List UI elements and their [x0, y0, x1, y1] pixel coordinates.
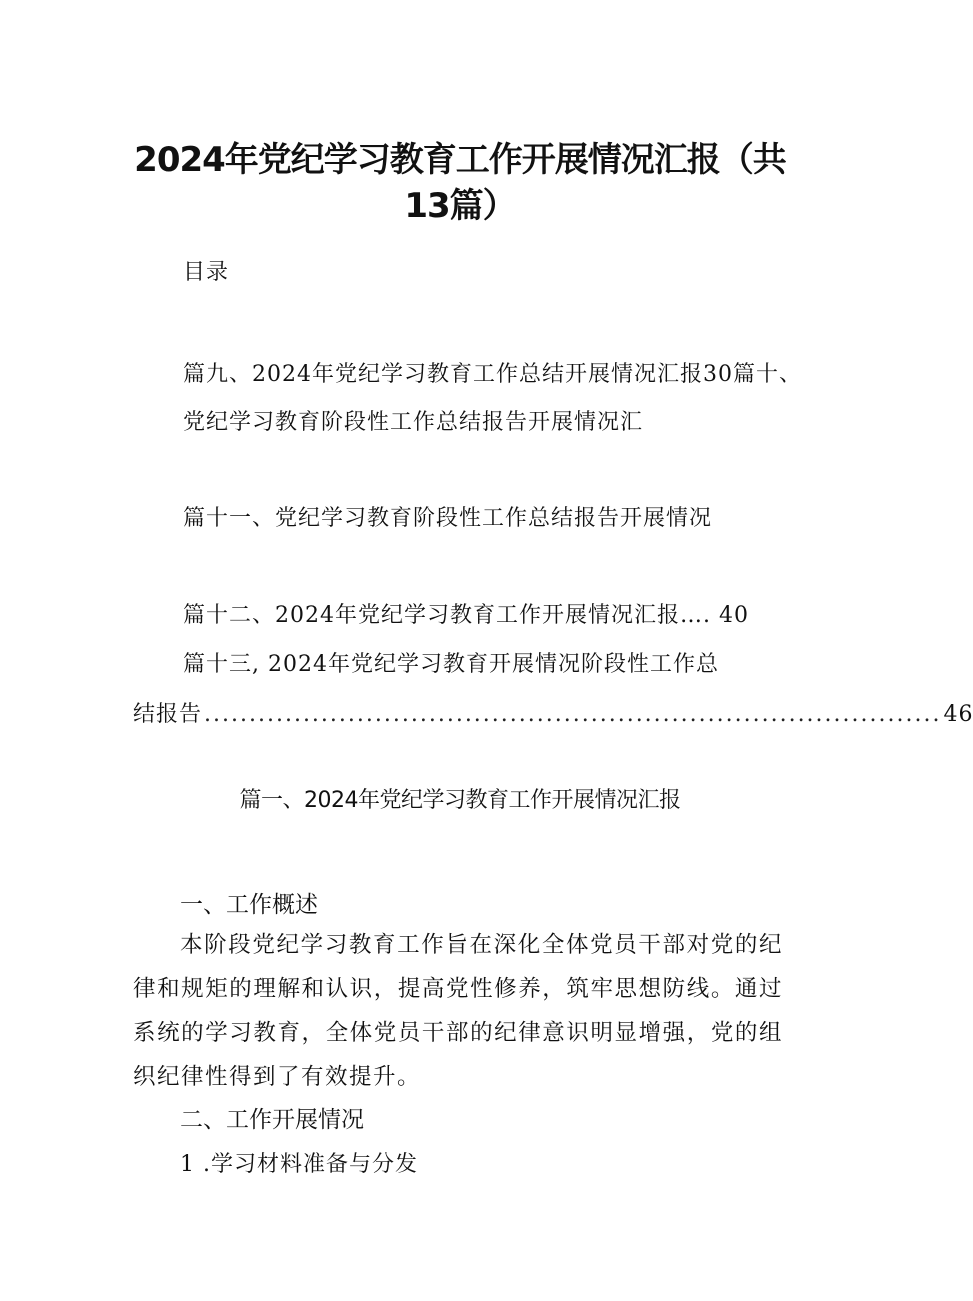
section-title: 篇一、2024年党纪学习教育工作开展情况汇报 [239, 788, 681, 813]
toc-entry: 篇九、2024年党纪学习教育工作总结开展情况汇报30篇十、 [183, 362, 802, 387]
toc-page-number: 46 [943, 702, 973, 727]
list-item: 1 .学习材料准备与分发 [180, 1152, 418, 1177]
heading-work-progress: 二、工作开展情况 [180, 1107, 364, 1133]
document-title-line-1: 2024年党纪学习教育工作开展情况汇报（共 [134, 140, 786, 180]
paragraph-overview: 本阶段党纪学习教育工作旨在深化全体党员干部对党的纪律和规矩的理解和认识，提高党性修养，筑牢思想防线。通过系统的学习教育，全体党员干部的纪律意识明显增强，党的组织纪律性得到了有效提升。 [133, 932, 783, 1090]
toc-entry: 篇十三, 2024年党纪学习教育开展情况阶段性工作总 [183, 652, 719, 677]
toc-entry-last [133, 700, 973, 730]
heading-work-overview: 一、工作概述 [180, 892, 318, 918]
toc-entry-label: 结报告 [133, 702, 203, 727]
toc-entry: 党纪学习教育阶段性工作总结报告开展情况汇 [183, 410, 644, 435]
toc-heading: 目录 [183, 260, 230, 285]
toc-entry: 篇十二、2024年党纪学习教育工作开展情况汇报…. 40 [183, 603, 749, 628]
toc-entry: 篇十一、党纪学习教育阶段性工作总结报告开展情况 [183, 506, 713, 531]
toc-dot-leader: .................................................................................. [204, 702, 942, 727]
document-title-line-2: 13篇） [404, 186, 516, 226]
